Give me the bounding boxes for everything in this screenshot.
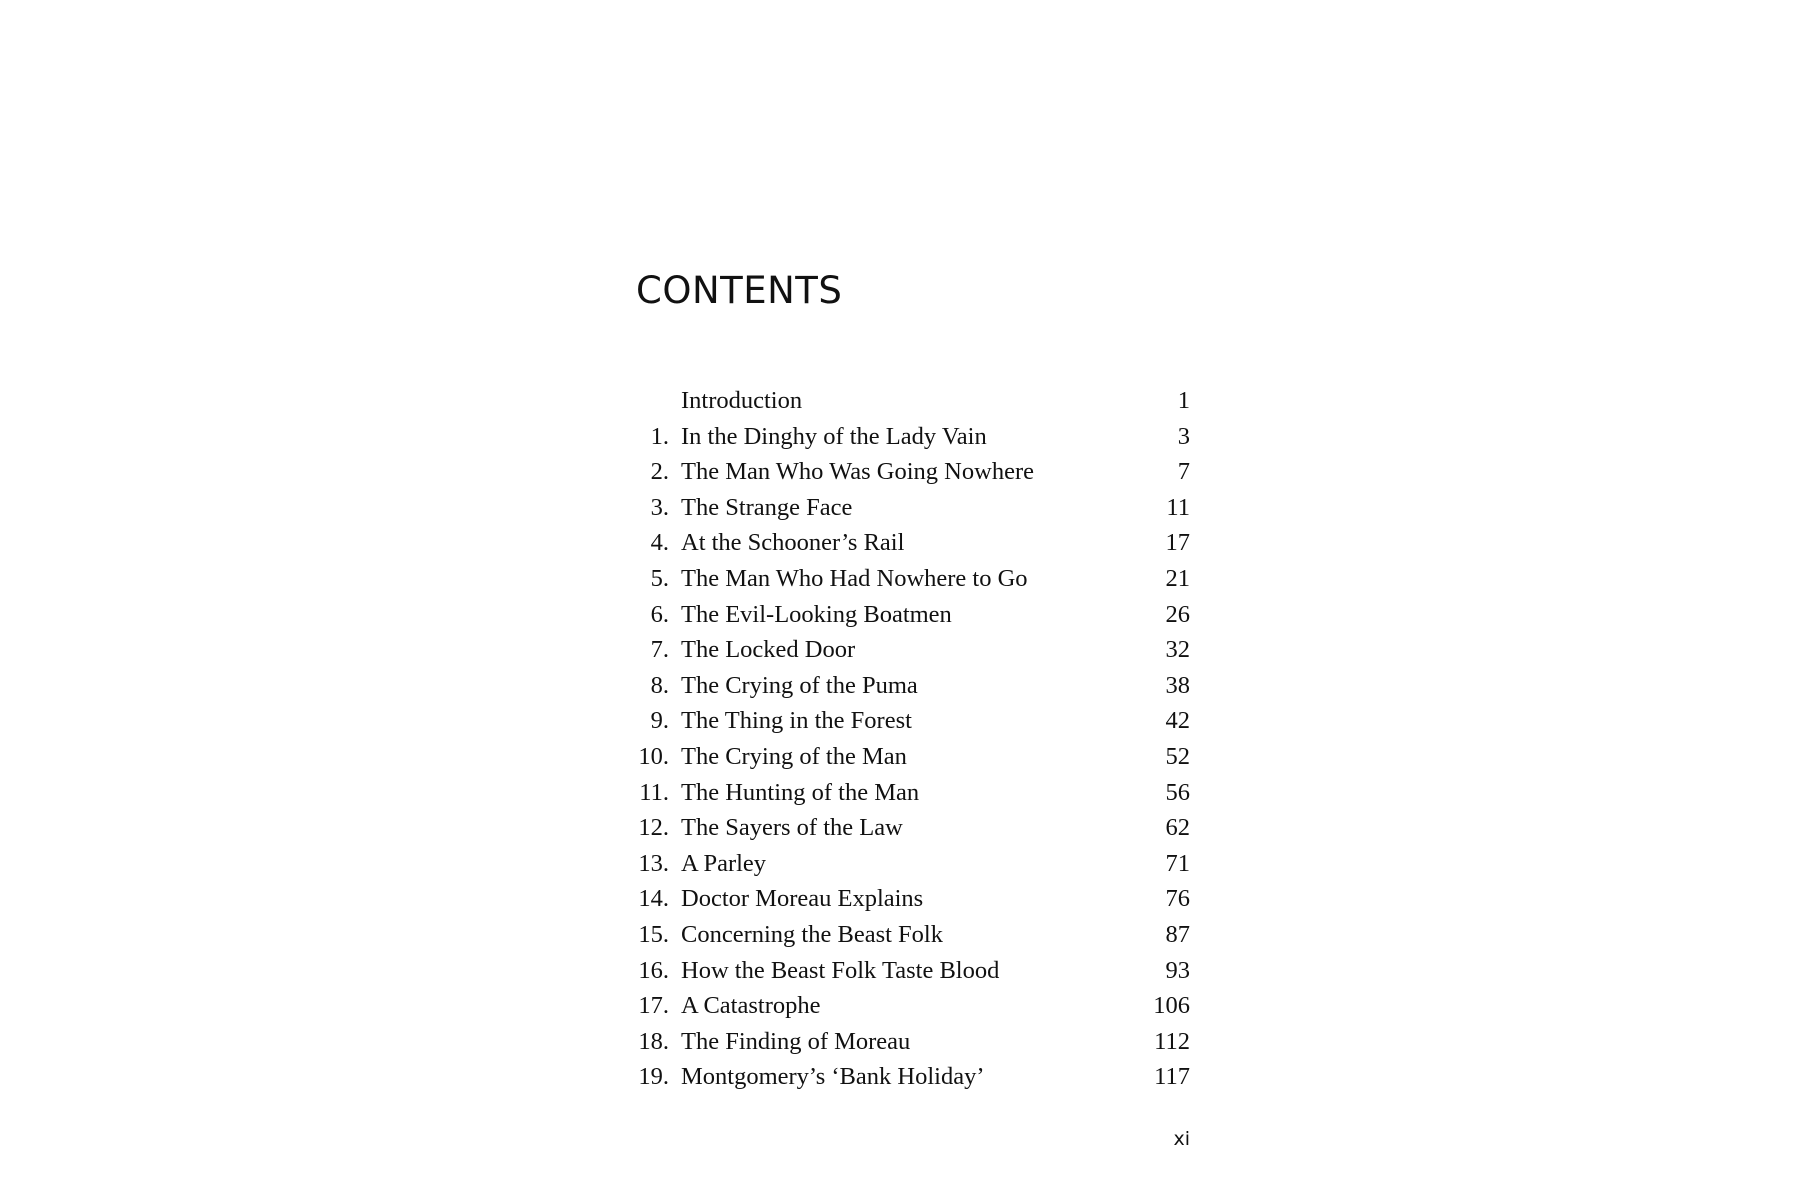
chapter-number: 2. [650, 458, 669, 486]
toc-entry-14 [630, 881, 1190, 917]
page-number: 71 [1165, 849, 1190, 877]
chapter-title: The Crying of the Puma [681, 671, 918, 699]
chapter-title: The Thing in the Forest [681, 707, 912, 735]
chapter-title: Doctor Moreau Explains [681, 885, 924, 913]
page-number: 112 [1154, 1027, 1190, 1055]
chapter-title: The Strange Face [681, 493, 853, 521]
toc-entry-introduction [630, 383, 1190, 419]
chapter-title: At the Schooner’s Rail [681, 529, 905, 557]
chapter-title: A Parley [681, 849, 767, 877]
toc-entry-9 [630, 703, 1190, 739]
toc-entry-3 [630, 490, 1190, 526]
toc-entry-15 [630, 917, 1190, 953]
page-number: 62 [1165, 814, 1190, 842]
page-number: 17 [1165, 529, 1190, 557]
page-number: 117 [1154, 1063, 1190, 1091]
table-of-contents [630, 383, 1190, 1095]
page-number: 56 [1165, 778, 1190, 806]
chapter-number: 13. [638, 849, 669, 877]
chapter-title: Concerning the Beast Folk [681, 920, 943, 948]
page-number: 87 [1165, 920, 1190, 948]
chapter-number: 7. [650, 636, 669, 664]
chapter-title: Introduction [681, 387, 803, 414]
toc-entry-18 [630, 1024, 1190, 1060]
chapter-title: The Hunting of the Man [681, 778, 920, 806]
chapter-number: 16. [638, 956, 669, 984]
chapter-title: A Catastrophe [681, 992, 821, 1020]
chapter-title: The Evil-Looking Boatmen [681, 600, 952, 628]
toc-entry-4 [630, 525, 1190, 561]
chapter-number: 6. [650, 600, 669, 628]
toc-entry-17 [630, 988, 1190, 1024]
page-number: 76 [1165, 885, 1190, 913]
contents-heading: CONTENTS [636, 269, 843, 312]
page-number: 106 [1153, 992, 1190, 1020]
chapter-title: The Crying of the Man [681, 742, 907, 770]
page-number: 52 [1165, 742, 1190, 770]
chapter-title: The Locked Door [681, 636, 856, 664]
chapter-number: 1. [650, 422, 669, 450]
toc-entry-19 [630, 1059, 1190, 1095]
chapter-number: 9. [650, 707, 669, 735]
chapter-title: The Man Who Had Nowhere to Go [681, 564, 1028, 592]
page-number: 7 [1177, 458, 1190, 486]
chapter-number: 19. [638, 1063, 669, 1091]
chapter-title: The Finding of Moreau [681, 1027, 911, 1055]
chapter-title: How the Beast Folk Taste Blood [681, 956, 1000, 984]
page-number: 32 [1165, 636, 1190, 664]
toc-entry-2 [630, 454, 1190, 490]
chapter-number: 12. [638, 814, 669, 842]
page-number: 11 [1166, 493, 1190, 521]
chapter-number: 8. [650, 671, 669, 699]
toc-entry-11 [630, 775, 1190, 811]
chapter-title: The Man Who Was Going Nowhere [681, 458, 1034, 486]
page-number: 3 [1177, 422, 1190, 450]
folio-page-number: xi [1173, 1128, 1190, 1150]
toc-entry-5 [630, 561, 1190, 597]
chapter-title: The Sayers of the Law [681, 814, 903, 842]
chapter-number: 17. [638, 992, 669, 1020]
chapter-number: 3. [650, 493, 669, 521]
page-number: 93 [1165, 956, 1190, 984]
chapter-title: In the Dinghy of the Lady Vain [681, 422, 987, 450]
toc-entry-13 [630, 846, 1190, 882]
toc-entry-12 [630, 810, 1190, 846]
page-number: 26 [1165, 600, 1190, 628]
page-number: 38 [1165, 671, 1190, 699]
toc-entry-16 [630, 953, 1190, 989]
chapter-title: Montgomery’s ‘Bank Holiday’ [681, 1063, 985, 1091]
chapter-number: 5. [650, 564, 669, 592]
toc-entry-6 [630, 597, 1190, 633]
page-number: 21 [1165, 564, 1190, 592]
toc-entry-1 [630, 419, 1190, 455]
toc-entry-8 [630, 668, 1190, 704]
chapter-number: 14. [638, 885, 669, 913]
chapter-number: 15. [638, 920, 669, 948]
toc-entry-10 [630, 739, 1190, 775]
page-number: 1 [1177, 387, 1190, 414]
chapter-number: 10. [638, 742, 669, 770]
chapter-number: 18. [638, 1027, 669, 1055]
toc-entry-7 [630, 632, 1190, 668]
chapter-number: 4. [650, 529, 669, 557]
page-number: 42 [1165, 707, 1190, 735]
chapter-number: 11. [639, 778, 669, 806]
